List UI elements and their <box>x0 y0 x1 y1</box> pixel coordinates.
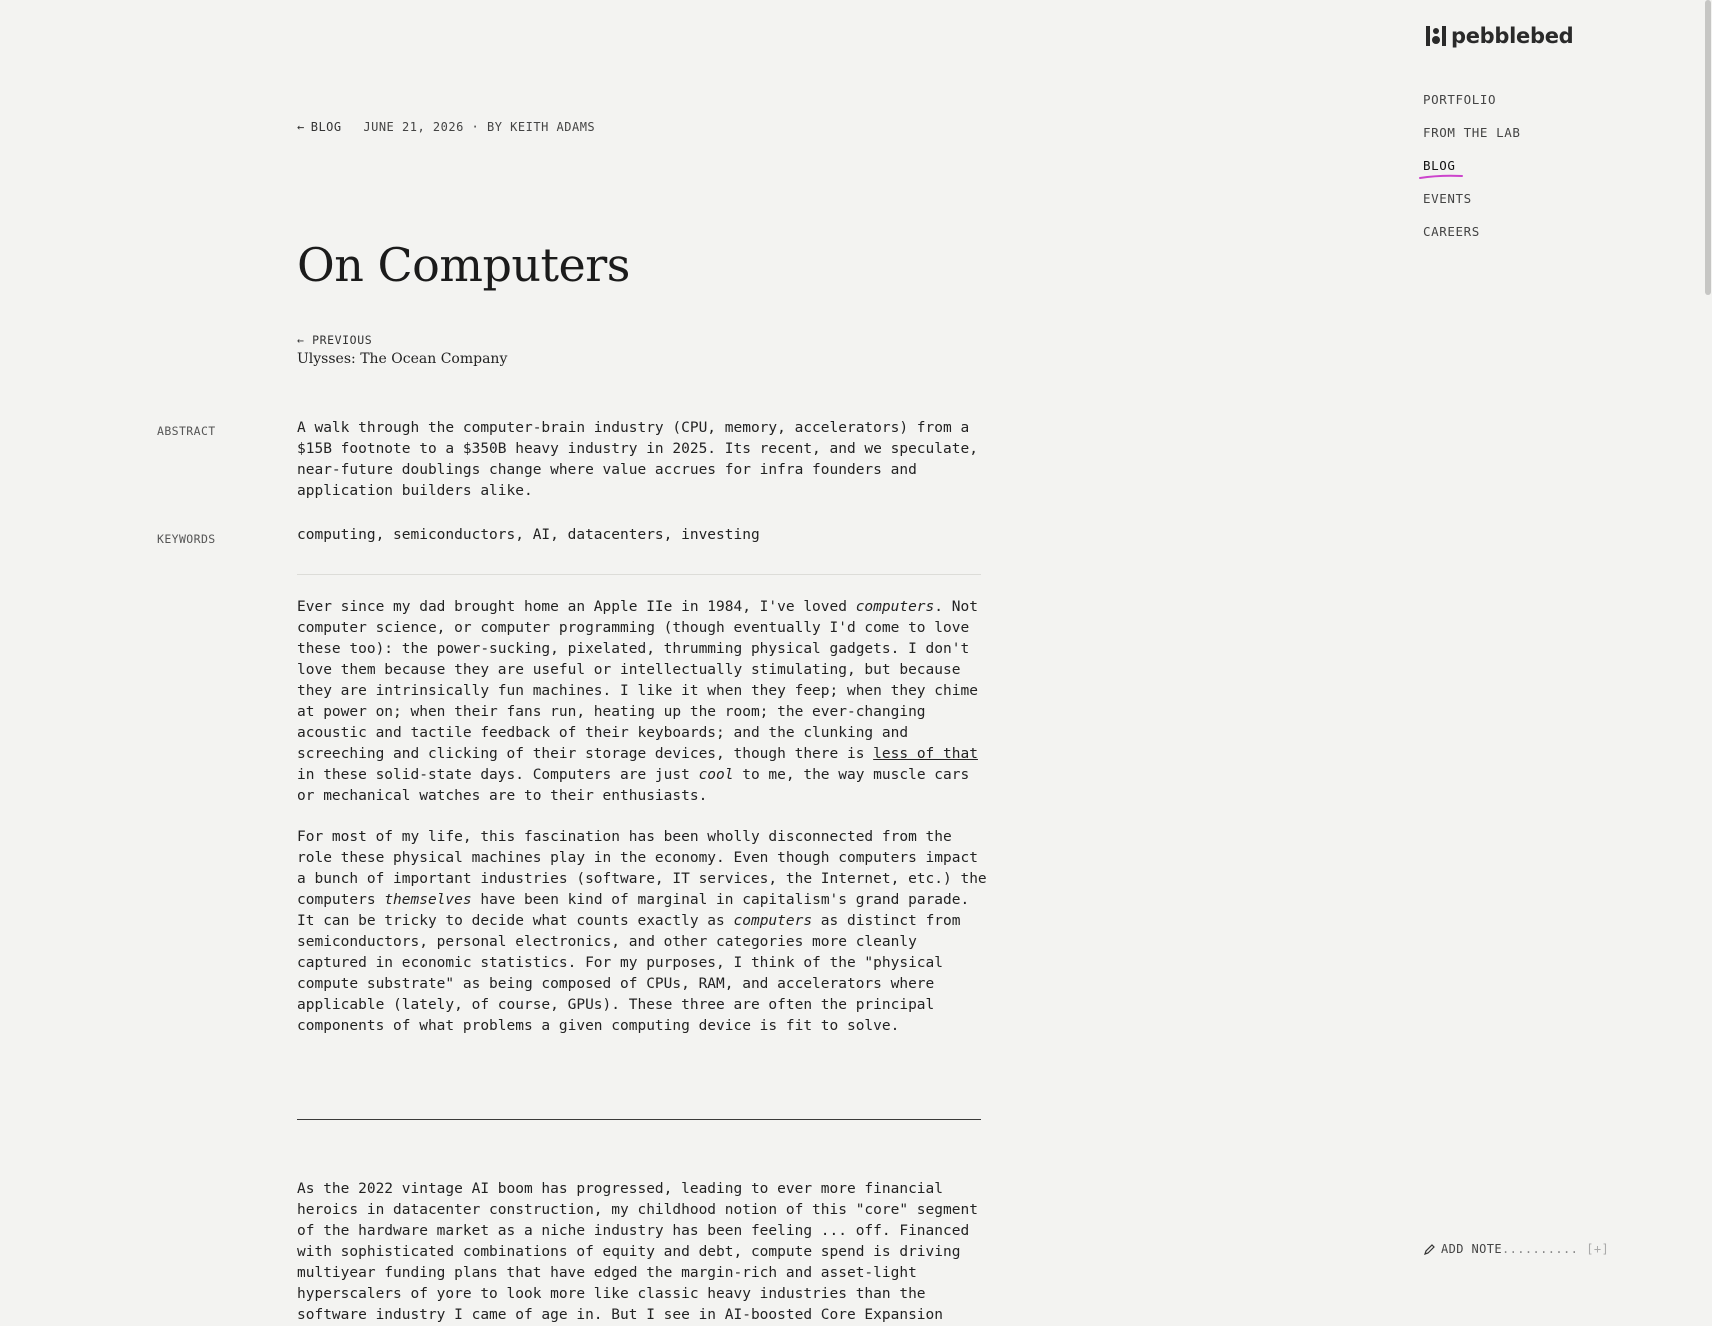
active-nav-underline <box>1419 174 1463 180</box>
article-paragraph: For most of my life, this fascination has been wholly disconnected from the role these physical machines play in the economy. Even though computers impact a bunch of important industries (software, IT services, the Internet, etc.) the computers themselves have been kind of marginal in capitalism's grand parade. It can be tricky to decide what counts exactly as computers as distinct from semiconductors, personal electronics, and other categories more cleanly captured in economic statistics. For my purposes, I think of the "physical compute substrate" as being composed of CPUs, RAM, and accelerators where applicable (lately, of course, GPUs). These three are often the principal components of what problems a given computing device is fit to solve. <box>297 829 987 1034</box>
keywords-label: KEYWORDS <box>157 532 216 546</box>
scrollbar-thumb[interactable] <box>1705 0 1711 295</box>
post-date: JUNE 21, 2026 <box>363 120 464 134</box>
logo[interactable] <box>1425 24 1573 48</box>
site-nav <box>1423 92 1521 257</box>
add-note-button[interactable] <box>1424 1242 1609 1256</box>
arrow-left-icon: ← <box>297 333 313 347</box>
nav-item-careers[interactable]: CAREERS <box>1423 224 1480 239</box>
post-meta <box>297 120 595 134</box>
page-title: On Computers <box>297 238 630 292</box>
previous-post-title: Ulysses: The Ocean Company <box>297 351 508 367</box>
add-note-label: ADD NOTE <box>1441 1242 1502 1256</box>
divider <box>297 574 981 575</box>
keywords-text: computing, semiconductors, AI, datacenters, investing <box>297 527 760 543</box>
less-of-that-link[interactable]: less of that <box>873 746 978 762</box>
article-paragraph: Ever since my dad brought home an Apple IIe in 1984, I've loved computers. Not computer science, or computer programming (though eventually I'd come to love these too): the power-sucking, pixelated, thrumming physical gadgets. I don't love them because they are useful or intellectually stimulating, but because they are intrinsically fun machines. I like it when they feep; when they chime at power on; when their fans run, heating up the room; the ever-changing acoustic and tactile feedback of their keyboards; and the clunking and screeching and clicking of their storage devices, though there is less of that in these solid-state days. Computers are just cool to me, the way muscle cars or mechanical watches are to their enthusiasts. <box>297 599 978 804</box>
nav-item-portfolio[interactable]: PORTFOLIO <box>1423 92 1497 107</box>
back-to-blog-link[interactable]: ← BLOG <box>297 120 342 134</box>
post-byline: BY KEITH ADAMS <box>487 120 596 134</box>
article-paragraph: As the 2022 vintage AI boom has progressed, leading to ever more financial heroics in datacenter construction, my childhood notion of this "core" segment of the hardware market as a niche industry has been feeling ... off. Financed with sophisticated combinations of equity and debt, compute spend is driving multiyear funding plans that have edged the margin-rich and asset-light hyperscalers of yore to look more like classic heavy industries than the software industry I came of age in. But I see in AI-boosted Core Expansion <box>297 1181 978 1323</box>
nav-item-events[interactable]: EVENTS <box>1423 191 1472 206</box>
scrollbar[interactable] <box>1704 0 1712 1314</box>
section-divider <box>297 1119 981 1120</box>
nav-item-blog[interactable]: BLOG <box>1423 158 1521 191</box>
previous-post-link[interactable] <box>297 333 507 367</box>
pebblebed-logo-icon <box>1425 25 1447 47</box>
nav-item-from-the-lab[interactable]: FROM THE LAB <box>1423 125 1521 140</box>
pencil-icon <box>1424 1244 1435 1255</box>
abstract-text: A walk through the computer-brain industry (CPU, memory, accelerators) from a $15B footnote to a $350B heavy industry in 2025. Its recent, and we speculate, near-future doublings change where value accrues for infra founders and application builders alike. <box>297 420 978 499</box>
add-note-action: [+] <box>1586 1242 1610 1256</box>
previous-label: PREVIOUS <box>312 333 373 347</box>
logo-text: pebblebed <box>1451 24 1574 48</box>
abstract-label: ABSTRACT <box>157 424 216 438</box>
meta-separator: · <box>471 120 480 134</box>
arrow-left-icon: ← <box>297 120 305 134</box>
add-note-leader: .......... <box>1502 1242 1579 1256</box>
